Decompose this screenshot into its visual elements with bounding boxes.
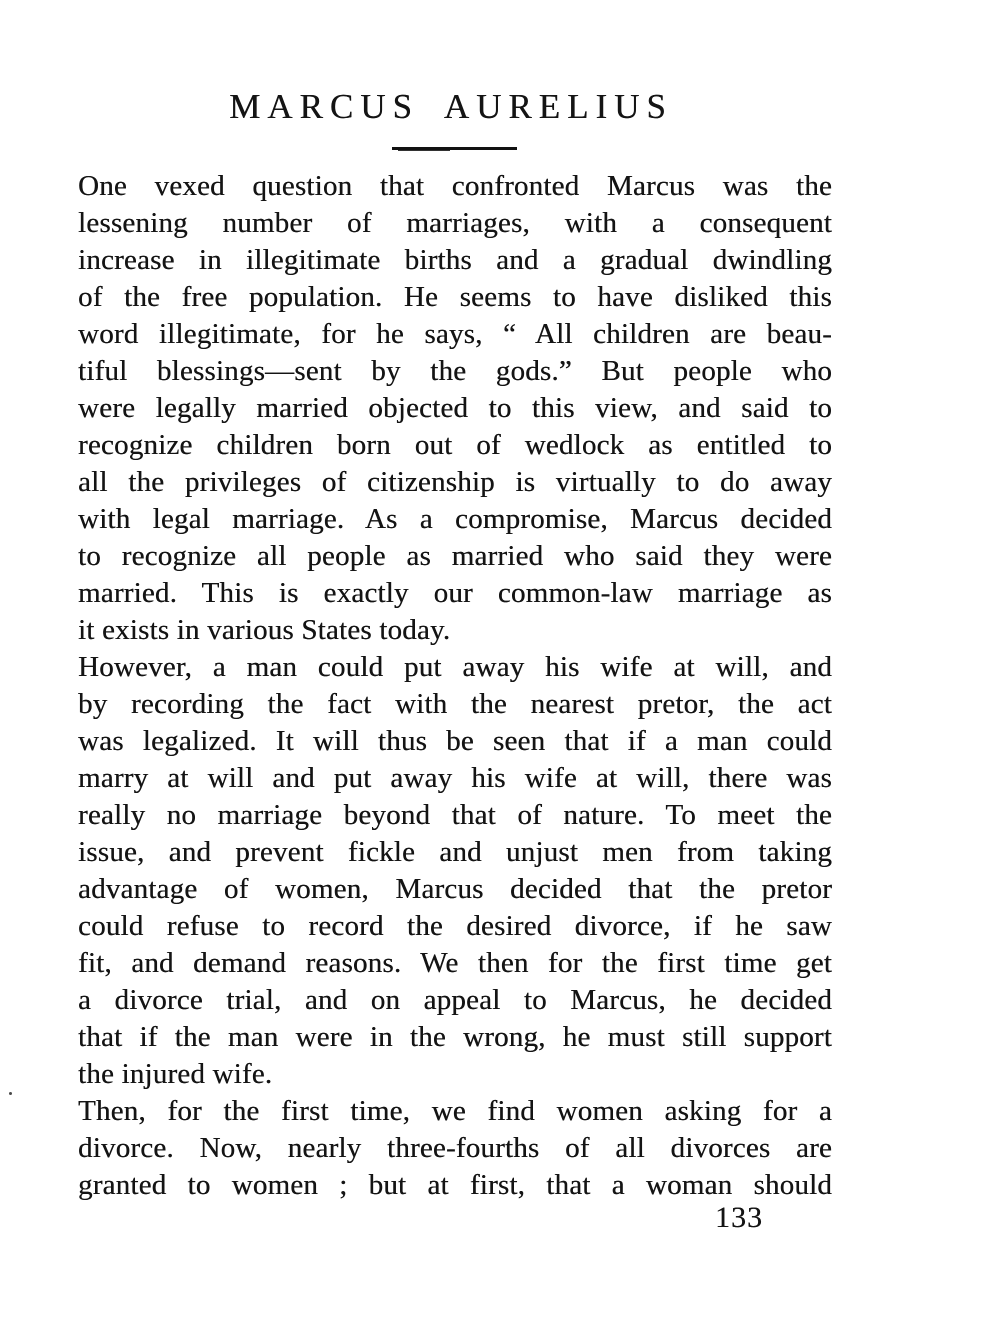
text-line: all the privileges of citizenship is virtually to do away [78, 466, 832, 498]
text-line: granted to women ; but at first, that a woman should [78, 1169, 832, 1201]
text-line: to recognize all people as married who said they were [78, 540, 832, 572]
page-number: 133 [715, 1201, 763, 1234]
text-line: lessening number of marriages, with a consequent [78, 207, 832, 239]
text-line: it exists in various States today. [78, 614, 451, 646]
text-line: word illegitimate, for he says, “ All children are beau- [78, 318, 832, 350]
text-line: were legally married objected to this view, and said to [78, 392, 832, 424]
text-line: with legal marriage. As a compromise, Marcus decided [78, 503, 832, 535]
text-line: tiful blessings—sent by the gods.” But people who [78, 355, 832, 387]
text-line: by recording the fact with the nearest pretor, the act [78, 688, 832, 720]
text-line: of the free population. He seems to have disliked this [78, 281, 832, 313]
text-line: increase in illegitimate births and a gradual dwindling [78, 244, 832, 276]
text-line: that if the man were in the wrong, he must still support [78, 1021, 832, 1053]
text-line: marry at will and put away his wife at will, there was [78, 762, 832, 794]
text-line: fit, and demand reasons. We then for the first time get [78, 947, 832, 979]
text-line: divorce. Now, nearly three-fourths of all divorces are [78, 1132, 832, 1164]
body-text [78, 168, 832, 1204]
text-line: could refuse to record the desired divorce, if he saw [78, 910, 832, 942]
text-line: advantage of women, Marcus decided that the pretor [78, 873, 832, 905]
text-line: really no marriage beyond that of nature. To meet the [78, 799, 832, 831]
text-line: One vexed question that confronted Marcus was the [78, 170, 832, 202]
text-line: a divorce trial, and on appeal to Marcus, he decided [78, 984, 832, 1016]
text-line: issue, and prevent fickle and unjust men from taking [78, 836, 832, 868]
text-line: However, a man could put away his wife at will, and [78, 651, 832, 683]
text-line: married. This is exactly our common-law marriage as [78, 577, 832, 609]
title-divider-rule [392, 147, 517, 150]
text-line: recognize children born out of wedlock as entitled to [78, 429, 832, 461]
page-title: MARCUS AURELIUS [229, 87, 673, 126]
text-line: was legalized. It will thus be seen that if a man could [78, 725, 832, 757]
text-line: the injured wife. [78, 1058, 273, 1090]
text-line: Then, for the first time, we find women asking for a [78, 1095, 832, 1127]
scan-speck [9, 1092, 12, 1095]
